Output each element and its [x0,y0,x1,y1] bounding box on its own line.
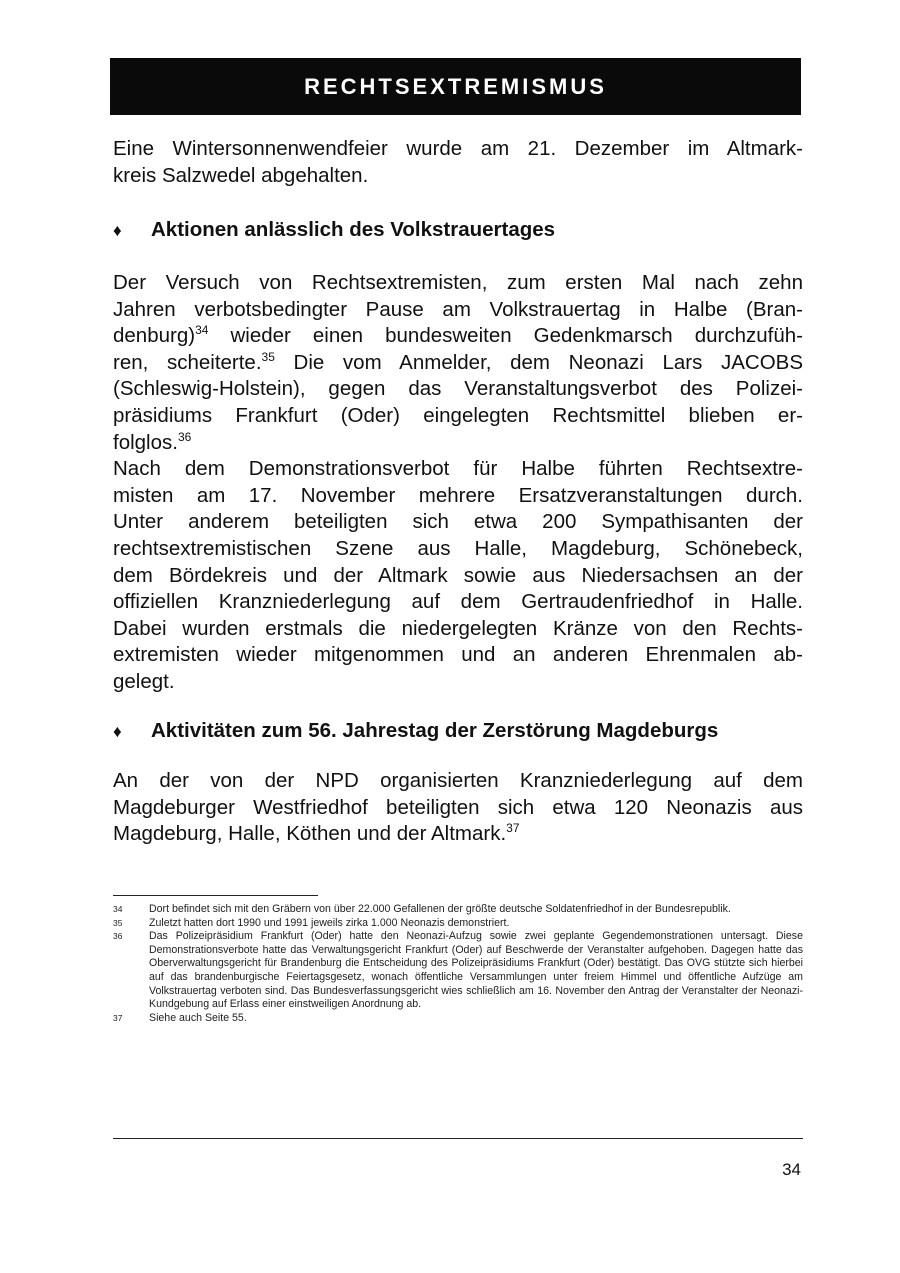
footnote-ref-36: 36 [177,429,192,444]
footnotes [113,903,803,1025]
header-bar [110,58,801,115]
page-number: 34 [782,1160,801,1179]
footnote-34: 34 Dort befindet sich mit den Gräbern von über 22.000 Gefallenen der größte deutsche Soldatenfriedhof in der Bundesrepublik. [113,903,731,915]
footnote-divider [113,895,318,896]
paragraph-westfriedhof: An der von der NPD organisierten Kranzniederlegung auf dem Magdeburger Westfriedhof beteiligten sich etwa 120 Neonazis aus Magdeburg, Halle, Köthen und der Altmark.$^{37}$ [113,769,803,846]
paragraph-halbe: Der Versuch von Rechtsextremisten, zum ersten Mal nach zehn Jahren verbotsbedingter Pause am Volkstrauertag in Halbe (Bran- denburg)$^{34}$ wieder einen bundesweiten Gedenkmarsch durchzufüh- ren, scheiterte.$^{35}$ Die vom Anmelder, dem Neonazi Lars JACOBS (Schleswig-Holstein), gegen das Veranstaltungsverbot des Polizei- präsidiums Frankfurt (Oder) eingelegten Rechtsmittel blieben er- folglos.$^{36}$ Nach dem Demonstrationsverbot für Halbe führten Rechtsextre- misten am 17. November mehrere Ersatzveranstaltungen durch. Unter anderem beteiligten sich etwa 200 Sympathisanten der rechtsextremistischen Szene aus Halle, Magdeburg, Schönebeck, dem Bördekreis und der Altmark sowie aus Niedersachsen an der offiziellen Kranzniederlegung auf dem Gertraudenfriedhof in Halle. Dabei wurden erstmals die niedergelegten Kränze von den Rechts- extremisten wieder mitgenommen und an anderen Ehrenmalen ab- gelegt. [113,271,803,693]
footnote-ref-37: 37 [506,821,520,836]
bullet-icon: ♦ [113,722,122,741]
footnote-35: 35 Zuletzt hatten dort 1990 und 1991 jeweils zirka 1.000 Neonazis demonstriert. [113,916,510,929]
page-title: RECHTSEXTREMISMUS [304,73,607,99]
footnote-ref-34: 34 [195,323,209,338]
footnote-ref-35: 35 [261,349,275,364]
footnote-37: 37 Siehe auch Seite 55. [113,1011,247,1024]
intro-paragraph: Eine Wintersonnenwendfeier wurde am 21. Dezember im Altmark- kreis Salzwedel abgehalten. [113,137,803,187]
section-heading-volkstrauertag: ♦ Aktionen anlässlich des Volkstrauertages [113,218,556,241]
footnote-36: 36 Das Polizeipräsidium Frankfurt (Oder) hatte den Neonazi-Aufzug sowie zwei geplante Gegendemonstrationen untersagt. Diese Demonstrationsverbote hatte das Verwaltungsgericht Frankfurt (Oder) auf Beschwerde der Veranstalter aufgehoben. Dagegen hatte das Oberverwaltungsgericht für Brandenburg die Entscheidung des Polizeipräsidiums Frankfurt (Oder) bestätigt. Das OVG stützte sich hierbei auf das brandenburgische Feiertagsgesetz, wonach öffentliche Versammlungen unter freiem Himmel und öffentliche Aufzüge am Volkstrauertag verboten sind. Das Bundesverfassungsgericht wies schließlich am 16. November den Antrag der Veranstalter der Neonazi-Kundgebung auf Erlass einer einstweiligen Anordnung ab. [113,930,803,1011]
bullet-icon: ♦ [113,221,122,240]
section-heading-magdeburg: ♦ Aktivitäten zum 56. Jahrestag der Zerstörung Magdeburgs [113,719,719,742]
page-bottom-divider [113,1138,803,1139]
